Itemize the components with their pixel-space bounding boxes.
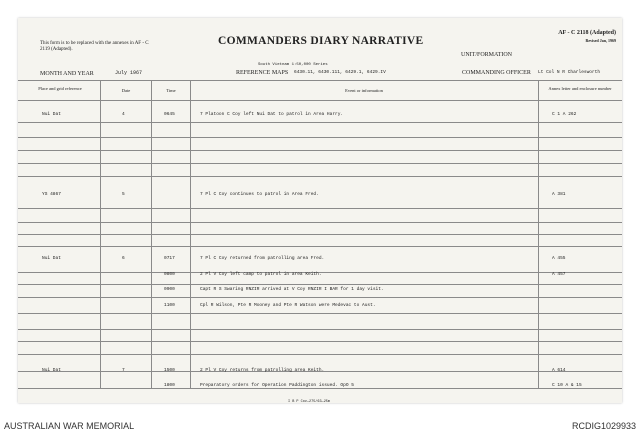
entry-event: 2 Pl V Coy left camp to patrol in area Keith. — [200, 272, 322, 277]
reference-label: REFERENCE MAPS — [236, 70, 289, 76]
unit-label: UNIT/FORMATION — [461, 52, 512, 58]
col-header-annex: Annex letter and enclosure number — [548, 86, 612, 91]
entry-time: 0645 — [164, 112, 175, 117]
commanding-value: Lt Col N R Charlesworth — [538, 70, 601, 75]
entry-place: YS 4867 — [42, 192, 61, 197]
row-rule — [18, 234, 622, 235]
entry-time: 1500 — [164, 368, 175, 373]
row-rule — [18, 341, 622, 342]
form-note: This form is to be replaced with the annexes in AF - C 2119 (Adapted). — [40, 41, 149, 52]
entry-time: 0800 — [164, 272, 175, 277]
row-rule — [18, 297, 622, 298]
entry-event: Capt R S Swaring RNZIR arrived at V Coy RNZIR I BAR for 1 day visit. — [200, 287, 384, 292]
entry-date: 7 — [122, 368, 125, 373]
revised-date: Revised Jan, 1969 — [585, 38, 616, 43]
row-rule — [18, 388, 622, 389]
row-rule — [18, 176, 622, 177]
row-rule — [18, 137, 622, 138]
table-top-rule — [18, 80, 622, 81]
row-rule — [18, 284, 622, 285]
entry-place: Nui Dat — [42, 256, 61, 261]
row-rule — [18, 122, 622, 123]
entry-annex: A 381 — [552, 192, 566, 197]
form-number: AF - C 2118 (Adapted) — [558, 30, 616, 36]
entry-annex: A 614 — [552, 368, 566, 373]
entry-annex: A 455 — [552, 256, 566, 261]
col-header-event: Event or information — [345, 88, 383, 93]
entry-event: 7 Pl C Coy returned from patrolling area Fred. — [200, 256, 325, 261]
entry-date: 5 — [122, 192, 125, 197]
caption-source: AUSTRALIAN WAR MEMORIAL — [4, 421, 135, 431]
caption-id: RCDIG1029933 — [571, 421, 636, 431]
row-rule — [18, 313, 622, 314]
entry-place: Nui Dat — [42, 112, 61, 117]
row-rule — [18, 354, 622, 355]
col-header-date: Date — [121, 88, 131, 93]
entry-place: Nui Dat — [42, 368, 61, 373]
entry-time: 1100 — [164, 303, 175, 308]
row-rule — [18, 163, 622, 164]
col-header-time: Time — [166, 88, 176, 93]
entry-annex: A 457 — [552, 272, 566, 277]
reference-value: 6430.11, 6430.111, 6429.1, 6429.IV — [294, 70, 386, 75]
entry-event: 7 Pl C Coy continues to patrol in Area Fred. — [200, 192, 319, 197]
entry-event: 7 Platoon C Coy left Nui Dat to patrol in Area Harry. — [200, 112, 344, 117]
row-rule — [18, 150, 622, 151]
entry-event: 2 Pl V Coy returns from patrolling area Keith. — [200, 368, 325, 373]
row-rule — [18, 208, 622, 209]
entry-date: 6 — [122, 256, 125, 261]
row-rule — [18, 246, 622, 247]
entry-event: Preparatory orders for Operation Paddington issued. OpO 5 — [200, 383, 354, 388]
row-rule — [18, 329, 622, 330]
row-rule — [18, 222, 622, 223]
entry-annex: C 10 A & 15 — [552, 383, 582, 388]
printer-footer: I B P Cov—275/63—25m — [288, 400, 331, 404]
entry-time: 0900 — [164, 287, 175, 292]
entry-time: 1800 — [164, 383, 175, 388]
entry-date: 4 — [122, 112, 125, 117]
commanding-label: COMMANDING OFFICER — [462, 70, 531, 76]
entry-annex: C 1 A 262 — [552, 112, 577, 117]
form-title: COMMANDERS DIARY NARRATIVE — [218, 35, 424, 47]
col-header-place: Place and grid reference — [38, 86, 82, 91]
diary-sheet — [18, 18, 622, 403]
entry-time: 0717 — [164, 256, 175, 261]
map-series: South Vietnam 1:50,000 Series — [258, 63, 328, 67]
header-bottom-rule — [18, 100, 622, 101]
entry-event: Cpl R Wilson, Pte R Mooney and Pte R Watson were Medevac to Aust. — [200, 303, 376, 308]
month-value: July 1967 — [115, 70, 143, 76]
month-label: MONTH AND YEAR — [40, 71, 94, 77]
